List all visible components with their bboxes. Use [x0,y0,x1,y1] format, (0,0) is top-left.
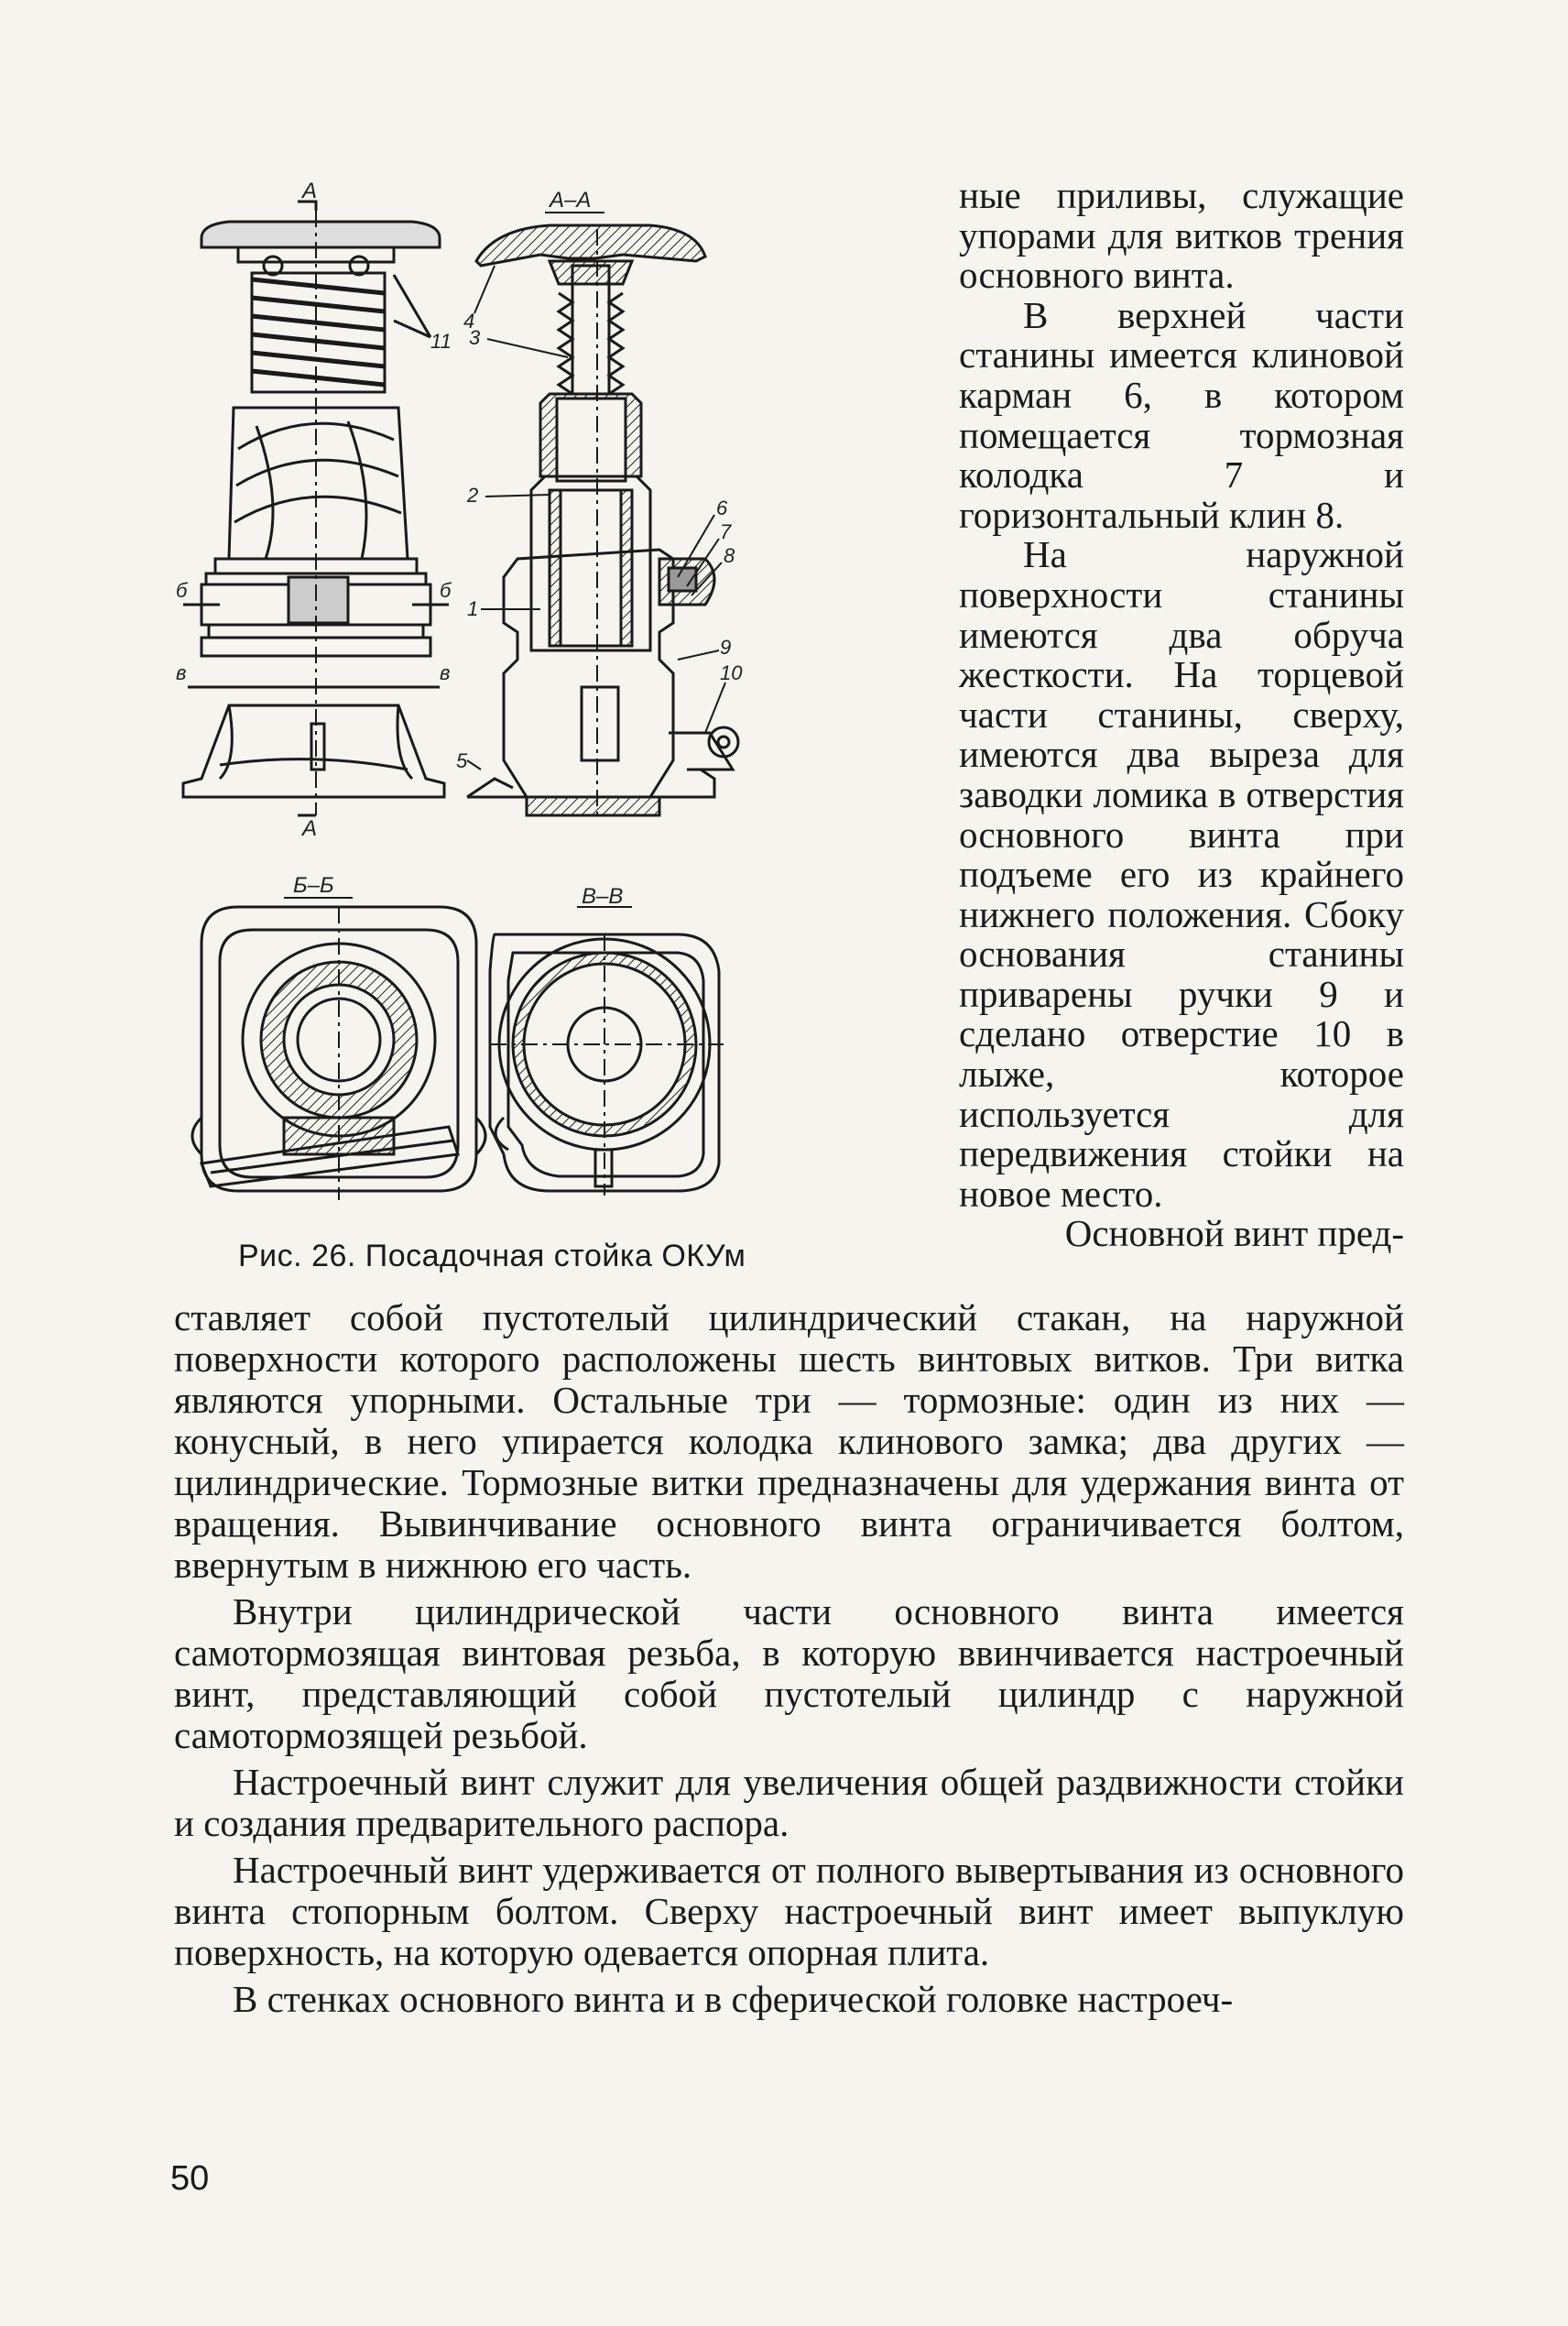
front-view [183,202,449,815]
body-text [174,1297,1404,2020]
page-number: 50 [170,2159,210,2198]
part-label-10: 10 [720,661,743,684]
paragraph-4-rest: ставляет собой пустотелый цилиндрический стакан, на наружной поверхности которого расположены шесть винтовых витков. Три витка являются упорными. Остальные три — тормозные: один из них — конусный, в него упирается колодка клинового замка; два других — цилиндрические. Тормозные витки предназначены для удержания винта от вращения. Вывинчивание основного винта ограничивается болтом, ввернутым в нижнюю его часть. [174,1296,1404,1586]
paragraph-7: Настроечный винт удерживается от полного вывертывания из основного винта стопорным болтом. Сверху настроечный винт имеет выпуклую поверхность, на которую одевается опорная плита. [174,1849,1404,1973]
part-label-4: 4 [463,310,475,333]
part-label-5: 5 [456,749,468,772]
paragraph-3: На наружной поверхности станины имеются два обруча жесткости. На торцевой части станины, сверху, имеются два выреза для заводки ломика в отверстия основного винта при подъеме его из крайнего нижнего положения. Сбоку основания станины приварены ручки 9 и сделано отверстие 10 в лыже, которое используется для передвижения стойки на новое место. [959,533,1404,1215]
paragraph-4-start: Основной винт пред- [1064,1212,1404,1255]
paragraph-2: В верхней части станины имеется клиновой карман 6, в котором помещается тормозная колодка 7 и горизонтальный клин 8. [959,293,1404,536]
cut-label-v-left: в [176,661,187,684]
part-label-2: 2 [467,484,479,507]
part-label-6: 6 [716,497,728,519]
part-label-7: 7 [720,520,732,543]
cut-label-v-right: в [440,661,451,684]
paragraph-1: ные приливы, служащие упорами для витков трения основного винта. [959,174,1404,297]
section-v-v [490,907,724,1196]
figure-26 [165,174,925,1310]
section-title-vv: В–В [582,884,624,909]
cut-label-a-bottom: А [302,816,318,841]
part-label-11: 11 [430,330,452,353]
figure-caption: Рис. 26. Посадочная стойка ОКУм [238,1239,746,1273]
section-title-bb: Б–Б [293,873,334,898]
side-column [959,176,1404,1254]
section-title-aa: А–А [550,188,592,213]
part-label-9: 9 [720,636,732,659]
technical-drawing [165,174,925,1237]
paragraph-8: В стенках основного винта и в сферической головке настроеч- [233,1978,1234,2020]
paragraph-6: Настроечный винт служит для увеличения общей раздвижности стойки и создания предварительного распора. [174,1761,1404,1844]
part-label-8: 8 [724,544,735,567]
section-b-b [192,898,485,1200]
part-label-3: 3 [469,326,481,349]
cut-label-a-top: А [302,179,318,203]
cut-label-b-left: б [176,579,188,602]
cut-label-b-right: б [440,579,452,602]
paragraph-5: Внутри цилиндрической части основного винта имеется самотормозящая винтовая резьба, в которую ввинчивается настроечный винт, представляющий собой пустотелый цилиндр с наружной самотормозящей резьбой. [174,1590,1404,1756]
part-label-1: 1 [467,597,479,620]
section-a-a [467,213,738,815]
